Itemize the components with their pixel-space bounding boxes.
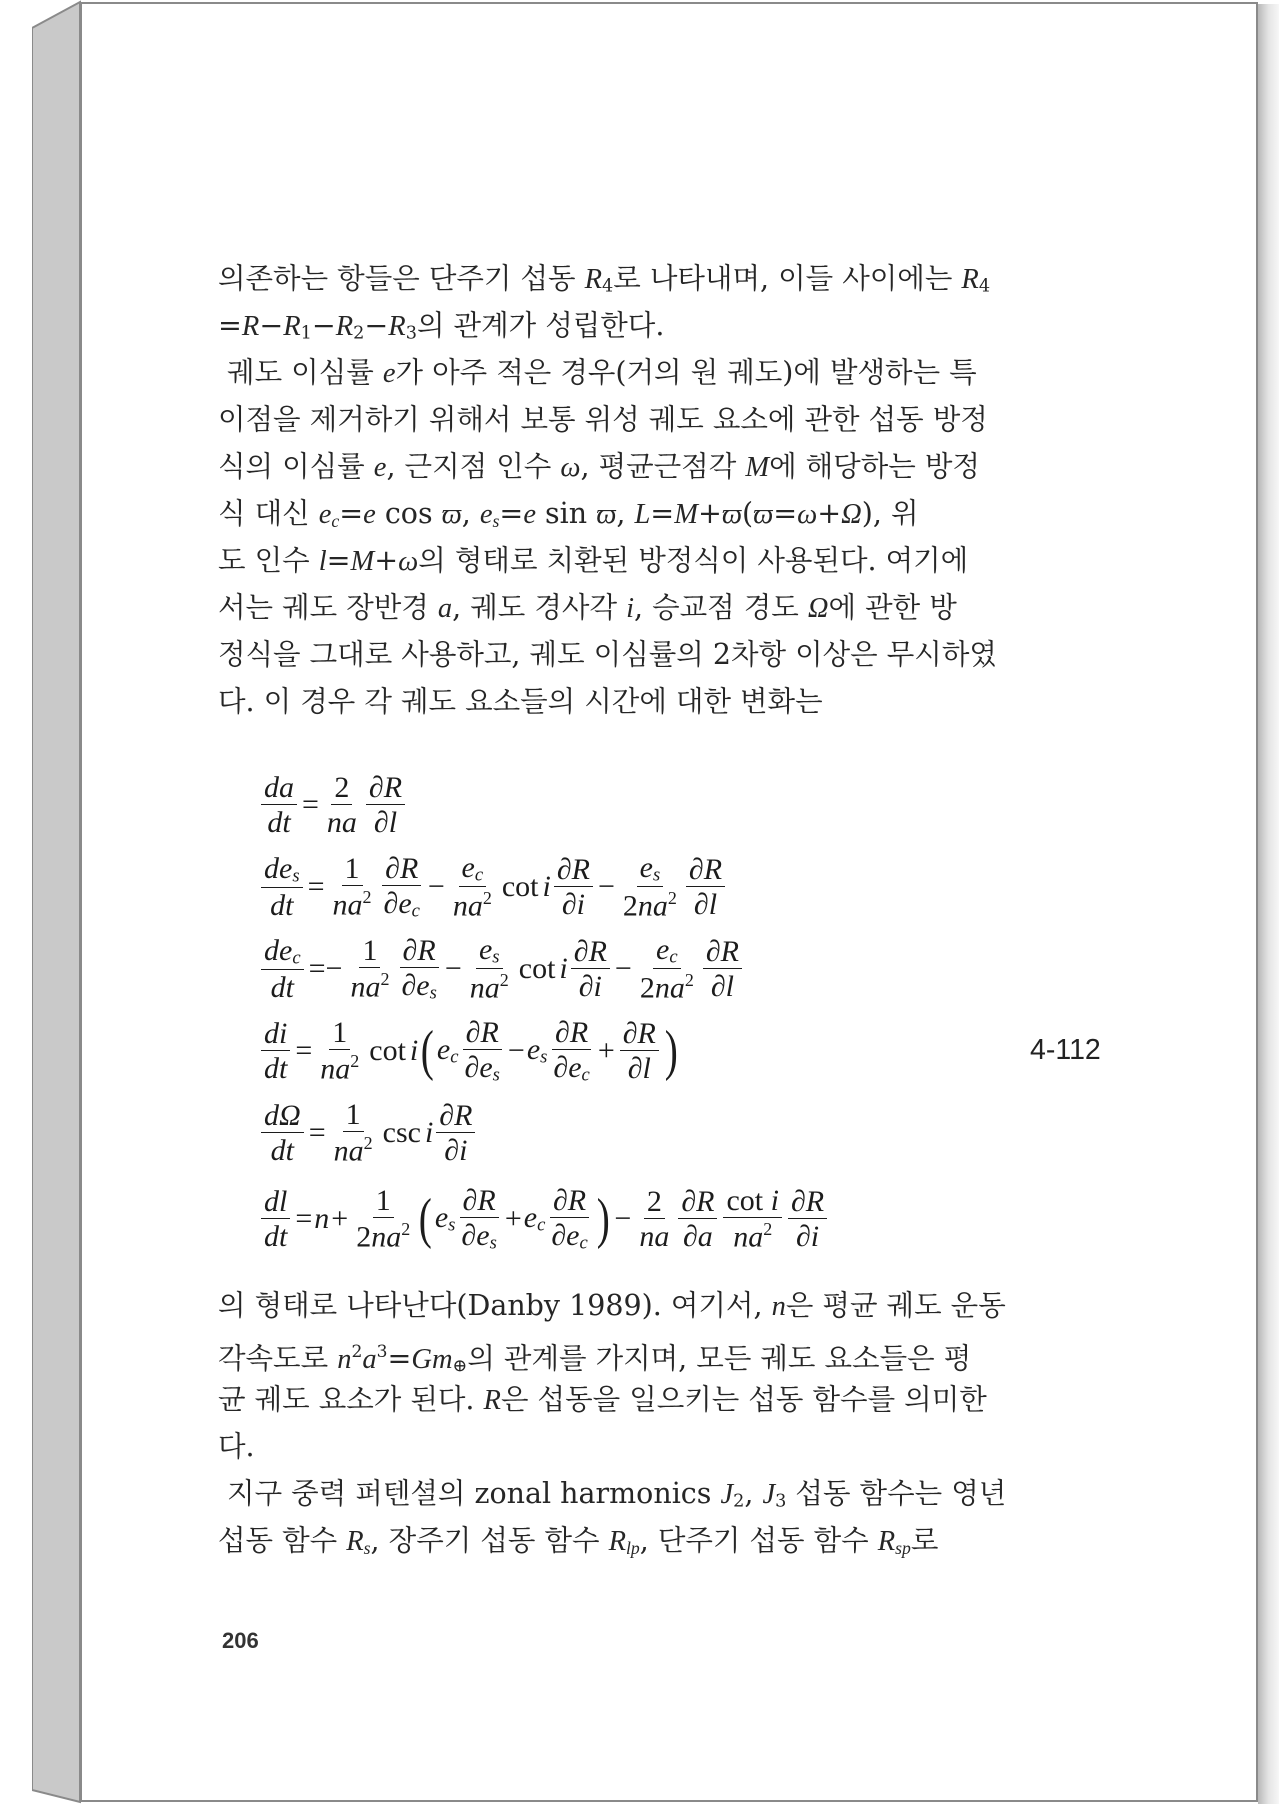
text-line: 궤도 이심률 e가 아주 적은 경우(거의 원 궤도)에 발생하는 특	[218, 356, 977, 389]
page-number: 206	[222, 1628, 259, 1653]
equation-dec-dt: $\frac{\text{dec}}{dt}$ =− $\frac{1}{na^2}$ $\frac{\partial R}{\partial es}$ − $\frac{es}{na^2}$ cot i $\frac{\partial R}{\partial i}$ − $\frac{ec}{2na^2}$ $\frac{\partial R}{\partial l}$	[258, 934, 745, 1004]
text-line: 섭동 함수 Rs, 장주기 섭동 함수 Rlp, 단주기 섭동 함수 Rsp로	[218, 1524, 939, 1558]
text-line: =R−R1−R2−R3의 관계가 성립한다.	[218, 309, 665, 344]
text-line: 각속도로 $n^2a^3=Gm\oplus$의 관계를 가지며, 모든 궤도 요소들은 평	[218, 1342, 972, 1377]
text-line: 식의 이심률 e, 근지점 인수 ω, 평균근점각 M에 해당하는 방정	[218, 450, 980, 483]
page-edge-shadow	[1258, 4, 1279, 1804]
equation-di-dt: $\frac{di}{dt}$ = $\frac{1}{na^2}$ cot i ( ec $\frac{\partial R}{\partial es}$ − es $\frac{\partial R}{\partial ec}$ + $\frac{\partial R}{\partial l}$ )	[258, 1016, 681, 1086]
text-line: 이점을 제거하기 위해서 보통 위성 궤도 요소에 관한 섭동 방정	[218, 403, 988, 436]
equation-des-dt: $\frac{\text{des}}{dt}$ = $\frac{1}{na^2}$ $\frac{\partial R}{\partial ec}$ − $\frac{ec}{na^2}$ cot i $\frac{\partial R}{\partial i}$ − $\frac{es}{2na^2}$ $\frac{\partial R}{\partial l}$	[258, 852, 728, 922]
text-line: 다.	[218, 1430, 255, 1463]
equation-da-dt: $\frac{da}{dt}$ = $\frac{2}{na}$ $\frac{\partial R}{\partial l}$	[258, 770, 408, 840]
text-line: 지구 중력 퍼텐셜의 zonal harmonics J2, J3 섭동 함수는 영년	[218, 1477, 1007, 1512]
equation-dOmega-dt: $\frac{d\Omega}{dt}$ = $\frac{1}{na^2}$ csc i $\frac{\partial R}{\partial i}$	[258, 1098, 478, 1168]
text-segment: 의존하는 항들은 단주기 섭동	[218, 262, 585, 295]
text-line: 다. 이 경우 각 궤도 요소들의 시간에 대한 변화는	[218, 685, 823, 718]
text-line: 의존하는 항들은 단주기 섭동 R4로 나타내며, 이들 사이에는 R4	[218, 262, 991, 297]
symbol: R	[584, 264, 603, 295]
text-line: 균 궤도 요소가 된다. R은 섭동을 일으키는 섭동 함수를 의미한	[218, 1383, 987, 1416]
equation-number: 4-112	[1030, 1034, 1101, 1066]
text-line: 정식을 그대로 사용하고, 궤도 이심률의 2차항 이상은 무시하였	[218, 638, 997, 671]
text-line: 식 대신 ec=e cos ϖ, es=e sin ϖ, L=M+ϖ(ϖ=ω+Ω), 위	[218, 497, 919, 531]
book-spine-shape	[32, 0, 82, 1806]
text-line: 의 형태로 나타난다(Danby 1989). 여기서, n은 평균 궤도 운동	[218, 1289, 1006, 1322]
text-line: 서는 궤도 장반경 a, 궤도 경사각 i, 승교점 경도 Ω에 관한 방	[218, 591, 957, 624]
text-line: 도 인수 l=M+ω의 형태로 치환된 방정식이 사용된다. 여기에	[218, 544, 969, 577]
text-segment: 로 나타내며, 이들 사이에는	[613, 262, 962, 295]
equation-dl-dt: $\frac{dl}{dt}$ = n + $\frac{1}{2na^2}$ ( es $\frac{\partial R}{\partial es}$ + ec $\frac{\partial R}{\partial ec}$ ) − $\frac{2}{na}$ $\frac{\partial R}{\partial a}$ $\frac{\text{cot i}}{na^2}$ $\frac{\partial R}{\partial i}$	[258, 1184, 830, 1254]
